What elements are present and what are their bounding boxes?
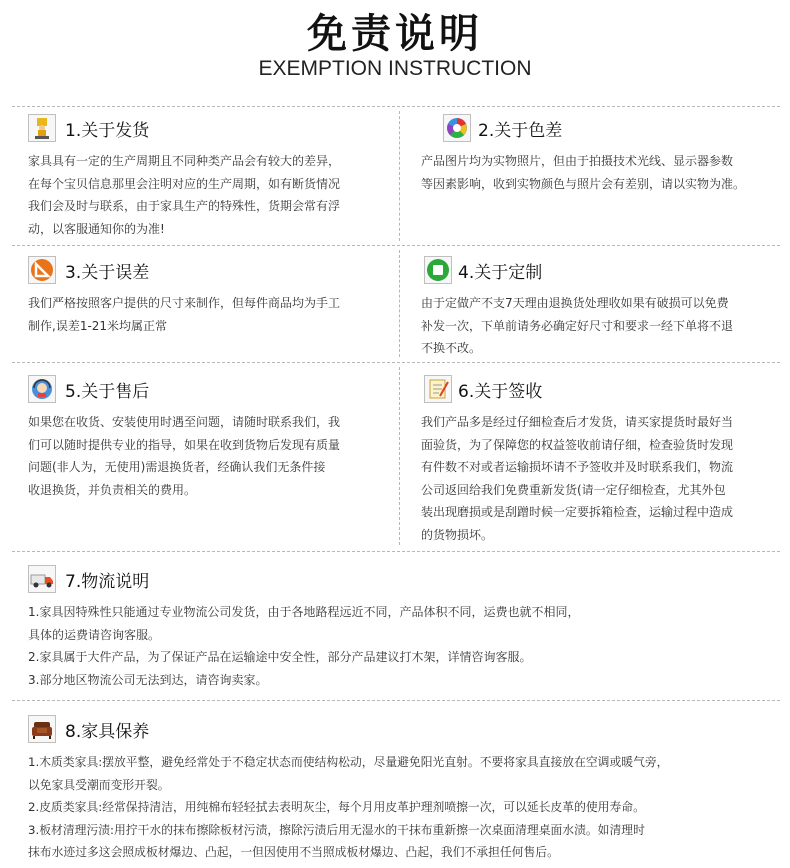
section-title: 7.物流说明: [65, 572, 150, 592]
section-signing: [421, 375, 781, 546]
text-line: 具体的运费请咨询客服。: [28, 627, 161, 642]
section-color-difference: [421, 114, 781, 195]
text-line: 2.皮质类家具:经常保持清洁，用纯棉布轻轻拭去表明灰尘，每个月用皮革护理剂喷擦一次，可以延长皮革的使用寿命。: [28, 800, 645, 814]
sofa-icon: [28, 715, 56, 743]
text-line: 制作,误差1-21米均属正常: [28, 318, 168, 333]
text-line: 2.家具属于大件产品，为了保证产品在运输途中安全性，部分产品建议打木架，详情咨询客服。: [28, 650, 532, 664]
section-title: 5.关于售后: [65, 382, 150, 402]
section-text: [421, 411, 781, 546]
section-title: 8.家具保养: [65, 722, 150, 742]
section-text: [421, 150, 781, 195]
text-line: 家具具有一定的生产周期且不同种类产品会有较大的差异，: [28, 154, 341, 168]
section-title: 2.关于色差: [478, 121, 563, 141]
text-line: 们可以随时提供专业的指导，如果在收到货物后发现有质量: [28, 437, 341, 452]
section-text: [421, 292, 781, 360]
color-wheel-icon: [443, 114, 471, 142]
section-text: [28, 751, 780, 864]
section-furniture-care: [28, 715, 780, 864]
divider: [12, 106, 780, 107]
text-line: 3.板材清理污渍:用拧干水的抹布擦除板材污渍，擦除污渍后用无湿水的干抹布重新擦一次桌面清理桌面水渍。如清理时: [28, 822, 645, 837]
text-line: 问题(非人为，无使用)需退换货者，经确认我们无条件接: [28, 460, 326, 474]
text-line: 不换不改。: [421, 341, 482, 355]
text-line: 有件数不对或者运输损坏请不予签收并及时联系我们，物流: [421, 460, 734, 474]
divider: [12, 700, 780, 701]
text-line: 动，以客服通知你的为准!: [28, 221, 165, 236]
text-line: 装出现磨损或是刮蹭时候一定要拆箱检查，运输过程中造成: [421, 505, 734, 519]
section-text: [28, 150, 388, 240]
section-text: [28, 411, 388, 501]
column-divider: [399, 367, 400, 545]
text-line: 等因素影响，收到实物颜色与照片会有差别，请以实物为准。: [421, 176, 746, 191]
text-line: 我们严格按照客户提供的尺寸来制作，但每件商品均为手工: [28, 296, 341, 310]
page-subtitle: EXEMPTION INSTRUCTION: [258, 57, 532, 80]
divider: [12, 245, 780, 246]
text-line: 如果您在收货、安装使用时遇至问题，请随时联系我们，我: [28, 415, 341, 429]
section-after-sales: [28, 375, 388, 501]
section-text: [28, 601, 780, 691]
text-line: 抹布水迹过多这会照成板材爆边、凸起，一但因使用不当照成板材爆边、凸起，我们不承担任何售后。: [28, 845, 559, 859]
customer-service-icon: [28, 375, 56, 403]
text-line: 在每个宝贝信息那里会注明对应的生产周期，如有断货情况: [28, 176, 341, 191]
text-line: 面验货，为了保障您的权益签收前请仔细，检查验货时发现: [421, 437, 734, 452]
section-logistics: [28, 565, 780, 691]
section-title: 3.关于误差: [65, 263, 150, 283]
text-line: 1.家具因特殊性只能通过专业物流公司发货，由于各地路程远近不同，产品体积不同，运费也就不相同，: [28, 605, 580, 619]
section-tolerance: [28, 256, 388, 337]
text-line: 1.木质类家具:摆放平整，避免经常处于不稳定状态而使结构松动，尽量避免阳光直射。不要将家具直接放在空调或暖气旁，: [28, 755, 669, 769]
text-line: 由于定做产不支7天理由退换货处理收如果有破损可以免费: [421, 296, 729, 310]
divider: [12, 551, 780, 552]
column-divider: [399, 111, 400, 241]
set-square-icon: [28, 256, 56, 284]
section-customization: [421, 256, 781, 360]
text-line: 我们产品多是经过仔細检查后才发货，请买家提货时最好当: [421, 415, 734, 429]
text-line: 3.部分地区物流公司无法到达，请咨询卖家。: [28, 672, 268, 687]
notepad-icon: [424, 375, 452, 403]
green-square-icon: [424, 256, 452, 284]
section-text: [28, 292, 388, 337]
text-line: 公司返回给我们免费重新发货(请一定仔细检查，尤其外包: [421, 482, 726, 497]
page-title: 免责说明: [307, 11, 483, 57]
text-line: 以免家具受潮而变形开裂。: [28, 777, 170, 792]
text-line: 收退换货，并负责相关的费用。: [28, 482, 197, 497]
text-line: 产品图片均为实物照片，但由于拍摄技术光线、显示器参数: [421, 154, 734, 168]
text-line: 补发一次，下单前请务必确定好尺寸和要求一经下单将不退: [421, 318, 734, 333]
column-divider: [399, 250, 400, 357]
text-line: 我们会及时与联系，由于家具生产的特殊性，货期会常有浮: [28, 199, 341, 213]
section-title: 6.关于签收: [458, 382, 543, 402]
section-shipping: [28, 114, 388, 240]
divider: [12, 362, 780, 363]
delivery-person-icon: [28, 114, 56, 142]
truck-icon: [28, 565, 56, 593]
text-line: 的货物损坏。: [421, 527, 494, 542]
section-title: 4.关于定制: [458, 263, 543, 283]
section-title: 1.关于发货: [65, 121, 150, 141]
